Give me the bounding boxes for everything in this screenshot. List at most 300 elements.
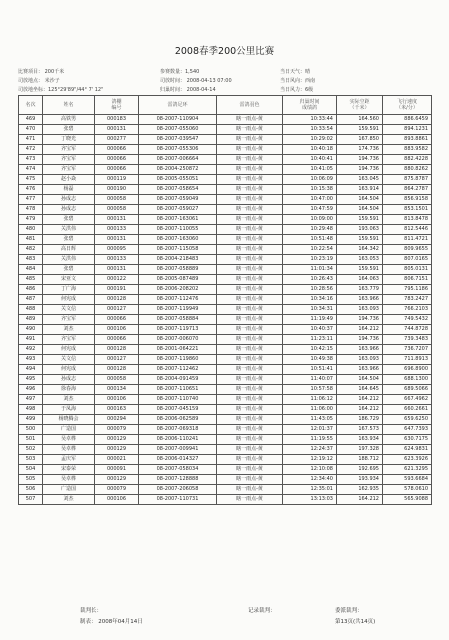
cell-loft-id: 000066	[95, 315, 139, 325]
column-header-return-time: 归巢时间 成绩鸽	[283, 96, 337, 115]
cell-loft-id: 000129	[95, 435, 139, 445]
cell-plumage: 瞎一雨点-黄	[217, 225, 283, 235]
table-row	[19, 365, 432, 375]
cell-distance: 163.966	[337, 345, 383, 355]
cell-name: 齐宝军	[43, 165, 95, 175]
cell-loft-id: 000091	[95, 465, 139, 475]
cell-ring-number: 08-2007-163061	[139, 215, 217, 225]
cell-speed: 688.1300	[383, 375, 432, 385]
table-row	[19, 435, 432, 445]
cell-return-time: 12:35:01	[283, 485, 337, 495]
cell-rank: 502	[19, 445, 43, 455]
cell-speed: 667.4962	[383, 395, 432, 405]
cell-speed: 883.9582	[383, 145, 432, 155]
cell-speed: 806.7151	[383, 275, 432, 285]
cell-rank: 500	[19, 425, 43, 435]
cell-return-time: 12:10:08	[283, 465, 337, 475]
cell-loft-id: 000021	[95, 455, 139, 465]
cell-name: 关洪伟	[43, 225, 95, 235]
cell-ring-number: 08-2006-062589	[139, 415, 217, 425]
column-header-plumage: 雷鸽羽色	[217, 96, 283, 115]
cell-name: 吴卓桦	[43, 435, 95, 445]
cell-plumage: 瞎一雨点-黄	[217, 335, 283, 345]
cell-distance: 197.328	[337, 445, 383, 455]
cell-speed: 593.6684	[383, 475, 432, 485]
cell-name: 广造国	[43, 425, 95, 435]
cell-rank: 491	[19, 335, 43, 345]
cell-plumage: 瞎一雨点-黄	[217, 295, 283, 305]
cell-rank: 473	[19, 155, 43, 165]
cell-ring-number: 08-2007-059027	[139, 205, 217, 215]
cell-distance: 186.729	[337, 415, 383, 425]
cell-rank: 506	[19, 485, 43, 495]
cell-name: 何宪成	[43, 345, 95, 355]
footer-page: 第13页(共14页)	[335, 619, 376, 625]
cell-loft-id: 000131	[95, 265, 139, 275]
cell-loft-id: 000095	[95, 245, 139, 255]
table-row	[19, 135, 432, 145]
cell-rank: 489	[19, 315, 43, 325]
cell-loft-id: 000131	[95, 235, 139, 245]
cell-ring-number: 08-2007-119713	[139, 325, 217, 335]
cell-plumage: 瞎一雨点-黄	[217, 315, 283, 325]
cell-plumage: 瞎一雨点-黄	[217, 175, 283, 185]
cell-name: 宋亚文	[43, 275, 95, 285]
cell-ring-number: 08-2007-058034	[139, 465, 217, 475]
cell-distance: 163.053	[337, 255, 383, 265]
cell-ring-number: 08-2007-069318	[139, 425, 217, 435]
cell-plumage: 瞎一雨点-黄	[217, 445, 283, 455]
cell-name: 刘杰	[43, 495, 95, 505]
cell-name: 吴卓桦	[43, 475, 95, 485]
cell-distance: 193.063	[337, 225, 383, 235]
cell-return-time: 10:22:54	[283, 245, 337, 255]
cell-distance: 164.504	[337, 375, 383, 385]
cell-distance: 164.560	[337, 115, 383, 125]
cell-distance: 163.914	[337, 185, 383, 195]
cell-rank: 477	[19, 195, 43, 205]
cell-rank: 484	[19, 265, 43, 275]
cell-loft-id: 000106	[95, 325, 139, 335]
table-row	[19, 205, 432, 215]
table-row	[19, 155, 432, 165]
cell-speed: 689.5066	[383, 385, 432, 395]
cell-name: 赵小焱	[43, 175, 95, 185]
cell-plumage: 瞎一雨点-黄	[217, 375, 283, 385]
table-row	[19, 325, 432, 335]
table-row	[19, 405, 432, 415]
cell-loft-id: 000190	[95, 185, 139, 195]
cell-loft-id: 000191	[95, 285, 139, 295]
cell-plumage: 瞎一雨点-黄	[217, 145, 283, 155]
cell-name: 于凤海	[43, 405, 95, 415]
cell-distance: 159.591	[337, 235, 383, 245]
cell-speed: 621.3295	[383, 465, 432, 475]
cell-ring-number: 08-2007-055306	[139, 145, 217, 155]
cell-return-time: 13:13:03	[283, 495, 337, 505]
cell-loft-id: 000127	[95, 305, 139, 315]
cell-return-time: 10:41:05	[283, 165, 337, 175]
cell-distance: 159.591	[337, 265, 383, 275]
table-row	[19, 315, 432, 325]
cell-name: 关文信	[43, 305, 95, 315]
cell-rank: 480	[19, 225, 43, 235]
cell-rank: 476	[19, 185, 43, 195]
cell-loft-id: 000066	[95, 165, 139, 175]
cell-name: 张碧	[43, 215, 95, 225]
cell-loft-id: 000119	[95, 175, 139, 185]
table-row	[19, 395, 432, 405]
cell-name: 广造国	[43, 485, 95, 495]
cell-rank: 470	[19, 125, 43, 135]
cell-rank: 505	[19, 475, 43, 485]
cell-speed: 696.8900	[383, 365, 432, 375]
info-wind-force: 当日风力：6级	[280, 87, 314, 93]
cell-loft-id: 000129	[95, 475, 139, 485]
cell-loft-id: 000133	[95, 255, 139, 265]
cell-name: 张碧	[43, 265, 95, 275]
cell-distance: 164.212	[337, 495, 383, 505]
cell-distance: 192.695	[337, 465, 383, 475]
cell-distance: 163.779	[337, 285, 383, 295]
cell-ring-number: 08-2007-009941	[139, 445, 217, 455]
cell-name: 高日辉	[43, 245, 95, 255]
cell-speed: 853.1501	[383, 205, 432, 215]
cell-rank: 472	[19, 145, 43, 155]
cell-loft-id: 000066	[95, 145, 139, 155]
cell-return-time: 10:51:48	[283, 235, 337, 245]
table-row	[19, 455, 432, 465]
info-return-date: 归巢时间： 2008-04-14	[160, 87, 216, 93]
table-row	[19, 125, 432, 135]
cell-ring-number: 08-2007-058654	[139, 185, 217, 195]
cell-return-time: 10:09:00	[283, 215, 337, 225]
cell-name: 丁广海	[43, 285, 95, 295]
cell-plumage: 瞎一雨点-黄	[217, 465, 283, 475]
cell-name: 关文信	[43, 355, 95, 365]
cell-distance: 159.591	[337, 215, 383, 225]
cell-rank: 493	[19, 355, 43, 365]
cell-plumage: 瞎一雨点-黄	[217, 185, 283, 195]
cell-plumage: 瞎一雨点-黄	[217, 395, 283, 405]
table-row	[19, 185, 432, 195]
cell-ring-number: 08-2006-014327	[139, 455, 217, 465]
cell-speed: 894.1231	[383, 125, 432, 135]
info-event: 比赛项目： 200千米	[18, 69, 65, 75]
info-release-coords: 司放地坐标：125°29'89"/44° 7' 12"	[18, 87, 104, 93]
cell-distance: 194.736	[337, 165, 383, 175]
cell-name: 徐春海	[43, 385, 95, 395]
cell-plumage: 瞎一雨点-黄	[217, 425, 283, 435]
cell-distance: 188.712	[337, 455, 383, 465]
cell-ring-number: 08-2007-110651	[139, 385, 217, 395]
cell-rank: 494	[19, 365, 43, 375]
cell-loft-id: 000066	[95, 335, 139, 345]
cell-rank: 496	[19, 385, 43, 395]
cell-return-time: 10:33:44	[283, 115, 337, 125]
cell-plumage: 瞎一雨点-黄	[217, 115, 283, 125]
cell-loft-id: 000163	[95, 405, 139, 415]
cell-ring-number: 08-2007-058889	[139, 265, 217, 275]
cell-loft-id: 000079	[95, 425, 139, 435]
cell-ring-number: 08-2007-059049	[139, 195, 217, 205]
cell-rank: 492	[19, 345, 43, 355]
table-row	[19, 345, 432, 355]
footer-made-by: 制表： 2008年04月14日	[80, 619, 143, 625]
cell-loft-id: 000131	[95, 215, 139, 225]
cell-loft-id: 000079	[95, 485, 139, 495]
cell-plumage: 瞎一雨点-黄	[217, 125, 283, 135]
cell-speed: 856.9158	[383, 195, 432, 205]
info-entries: 参赛数量：1,540	[160, 69, 200, 75]
cell-ring-number: 08-2007-039547	[139, 135, 217, 145]
cell-plumage: 瞎一雨点-黄	[217, 305, 283, 315]
table-row	[19, 215, 432, 225]
footer-judge: 裁判长：	[80, 608, 103, 614]
cell-name: 何宪成	[43, 295, 95, 305]
cell-distance: 163.093	[337, 355, 383, 365]
cell-distance: 164.212	[337, 405, 383, 415]
cell-speed: 893.8861	[383, 135, 432, 145]
table-header-row	[19, 96, 432, 115]
table-row	[19, 305, 432, 315]
cell-distance: 167.850	[337, 135, 383, 145]
table-row	[19, 245, 432, 255]
column-header-name: 姓名	[43, 96, 95, 115]
cell-plumage: 瞎一雨点-黄	[217, 495, 283, 505]
cell-name: 高铁男	[43, 115, 95, 125]
cell-plumage: 瞎一雨点-黄	[217, 275, 283, 285]
cell-plumage: 瞎一雨点-黄	[217, 215, 283, 225]
cell-plumage: 瞎一雨点-黄	[217, 405, 283, 415]
cell-loft-id: 000058	[95, 375, 139, 385]
cell-loft-id: 000131	[95, 125, 139, 135]
table-row	[19, 285, 432, 295]
cell-rank: 474	[19, 165, 43, 175]
cell-loft-id: 000134	[95, 385, 139, 395]
cell-distance: 163.093	[337, 305, 383, 315]
cell-rank: 481	[19, 235, 43, 245]
cell-plumage: 瞎一雨点-黄	[217, 135, 283, 145]
cell-plumage: 瞎一雨点-黄	[217, 365, 283, 375]
cell-return-time: 10:29:48	[283, 225, 337, 235]
cell-name: 齐宝军	[43, 335, 95, 345]
cell-distance: 162.935	[337, 485, 383, 495]
cell-ring-number: 08-2007-045159	[139, 405, 217, 415]
cell-loft-id: 000066	[95, 155, 139, 165]
cell-loft-id: 000294	[95, 415, 139, 425]
cell-plumage: 瞎一雨点-黄	[217, 235, 283, 245]
cell-return-time: 10:47:00	[283, 195, 337, 205]
cell-loft-id: 000183	[95, 115, 139, 125]
cell-distance: 164.342	[337, 245, 383, 255]
cell-name: 齐宝军	[43, 145, 95, 155]
cell-rank: 503	[19, 455, 43, 465]
cell-return-time: 10:47:59	[283, 205, 337, 215]
cell-ring-number: 08-2006-208202	[139, 285, 217, 295]
cell-name: 吴卓桦	[43, 445, 95, 455]
table-row	[19, 195, 432, 205]
cell-return-time: 10:23:19	[283, 255, 337, 265]
info-weather: 当日天气：晴	[280, 69, 311, 75]
cell-return-time: 10:15:38	[283, 185, 337, 195]
cell-distance: 194.736	[337, 315, 383, 325]
table-row	[19, 115, 432, 125]
table-row	[19, 375, 432, 385]
cell-rank: 479	[19, 215, 43, 225]
cell-rank: 498	[19, 405, 43, 415]
cell-return-time: 10:40:18	[283, 145, 337, 155]
cell-plumage: 瞎一雨点-黄	[217, 455, 283, 465]
cell-distance: 163.045	[337, 175, 383, 185]
table-row	[19, 255, 432, 265]
footer-committee: 委派裁判：	[335, 608, 363, 614]
cell-name: 孙成志	[43, 205, 95, 215]
cell-return-time: 11:06:00	[283, 405, 337, 415]
table-row	[19, 175, 432, 185]
cell-ring-number: 08-2007-110904	[139, 115, 217, 125]
cell-rank: 478	[19, 205, 43, 215]
cell-rank: 501	[19, 435, 43, 445]
cell-return-time: 10:57:58	[283, 385, 337, 395]
cell-return-time: 12:19:12	[283, 455, 337, 465]
cell-speed: 711.8913	[383, 355, 432, 365]
table-row	[19, 385, 432, 395]
cell-loft-id: 000129	[95, 445, 139, 455]
column-header-speed: 飞行速度 （米/分）	[383, 96, 432, 115]
cell-ring-number: 08-2007-006070	[139, 335, 217, 345]
cell-speed: 886.6459	[383, 115, 432, 125]
table-row	[19, 225, 432, 235]
cell-rank: 471	[19, 135, 43, 145]
cell-speed: 578.0610	[383, 485, 432, 495]
cell-plumage: 瞎一雨点-黄	[217, 325, 283, 335]
cell-name: 杨晓腾会	[43, 415, 95, 425]
cell-distance: 163.934	[337, 435, 383, 445]
table-row	[19, 145, 432, 155]
table-row	[19, 265, 432, 275]
table-row	[19, 335, 432, 345]
cell-distance: 163.966	[337, 295, 383, 305]
cell-ring-number: 08-2007-058884	[139, 315, 217, 325]
cell-rank: 469	[19, 115, 43, 125]
cell-plumage: 瞎一雨点-黄	[217, 345, 283, 355]
cell-distance: 164.645	[337, 385, 383, 395]
cell-distance: 194.736	[337, 155, 383, 165]
cell-return-time: 11:06:12	[283, 395, 337, 405]
cell-name: 刘杰	[43, 395, 95, 405]
cell-speed: 659.6250	[383, 415, 432, 425]
cell-return-time: 12:24:37	[283, 445, 337, 455]
cell-return-time: 12:34:40	[283, 475, 337, 485]
cell-loft-id: 000058	[95, 195, 139, 205]
cell-speed: 795.1186	[383, 285, 432, 295]
cell-plumage: 瞎一雨点-黄	[217, 155, 283, 165]
cell-distance: 167.573	[337, 425, 383, 435]
cell-speed: 749.5432	[383, 315, 432, 325]
cell-loft-id: 000128	[95, 295, 139, 305]
table-row	[19, 425, 432, 435]
table-body	[19, 115, 432, 505]
table-row	[19, 465, 432, 475]
cell-ring-number: 08-2007-110731	[139, 495, 217, 505]
cell-plumage: 瞎一雨点-黄	[217, 245, 283, 255]
cell-rank: 475	[19, 175, 43, 185]
cell-plumage: 瞎一雨点-黄	[217, 265, 283, 275]
cell-name: 齐宝军	[43, 315, 95, 325]
cell-return-time: 11:23:11	[283, 335, 337, 345]
cell-plumage: 瞎一雨点-黄	[217, 205, 283, 215]
cell-rank: 483	[19, 255, 43, 265]
cell-plumage: 瞎一雨点-黄	[217, 385, 283, 395]
cell-ring-number: 08-2007-119949	[139, 305, 217, 315]
cell-name: 宋泰荣	[43, 465, 95, 475]
cell-loft-id: 000106	[95, 395, 139, 405]
cell-return-time: 10:26:43	[283, 275, 337, 285]
cell-return-time: 11:19:55	[283, 435, 337, 445]
cell-speed: 736.7207	[383, 345, 432, 355]
cell-name: 孙成志	[43, 195, 95, 205]
cell-return-time: 10:34:31	[283, 305, 337, 315]
info-release-time: 司放时间： 2008-04-13 07:00	[160, 78, 232, 84]
cell-ring-number: 08-2007-112476	[139, 295, 217, 305]
cell-speed: 783.2427	[383, 295, 432, 305]
cell-loft-id: 000128	[95, 365, 139, 375]
cell-return-time: 10:29:02	[283, 135, 337, 145]
cell-loft-id: 000133	[95, 225, 139, 235]
column-header-ring-number: 雷鸽足环	[139, 96, 217, 115]
cell-loft-id: 000106	[95, 495, 139, 505]
cell-return-time: 11:19:49	[283, 315, 337, 325]
cell-distance: 174.736	[337, 145, 383, 155]
cell-speed: 864.2787	[383, 185, 432, 195]
table-row	[19, 355, 432, 365]
table-row	[19, 445, 432, 455]
cell-ring-number: 08-2007-119860	[139, 355, 217, 365]
footer-recorder: 记录裁判：	[248, 608, 276, 614]
cell-return-time: 12:01:37	[283, 425, 337, 435]
cell-ring-number: 08-2004-091459	[139, 375, 217, 385]
cell-loft-id: 000128	[95, 345, 139, 355]
cell-rank: 497	[19, 395, 43, 405]
page-title: 2008春季200公里比赛	[174, 46, 275, 57]
cell-rank: 499	[19, 415, 43, 425]
cell-speed: 809.9655	[383, 245, 432, 255]
cell-plumage: 瞎一雨点-黄	[217, 165, 283, 175]
cell-distance: 164.504	[337, 195, 383, 205]
cell-name: 孟庆军	[43, 455, 95, 465]
cell-plumage: 瞎一雨点-黄	[217, 435, 283, 445]
table-row	[19, 165, 432, 175]
cell-rank: 490	[19, 325, 43, 335]
table-row	[19, 235, 432, 245]
cell-ring-number: 08-2005-087489	[139, 275, 217, 285]
cell-ring-number: 08-2007-163060	[139, 235, 217, 245]
cell-return-time: 10:40:37	[283, 325, 337, 335]
cell-ring-number: 08-2006-110241	[139, 435, 217, 445]
cell-return-time: 11:01:34	[283, 265, 337, 275]
cell-ring-number: 08-2007-115058	[139, 245, 217, 255]
cell-distance: 164.504	[337, 205, 383, 215]
cell-distance: 164.063	[337, 275, 383, 285]
cell-return-time: 10:49:38	[283, 355, 337, 365]
cell-rank: 485	[19, 275, 43, 285]
cell-ring-number: 08-2007-112462	[139, 365, 217, 375]
cell-return-time: 10:28:56	[283, 285, 337, 295]
cell-loft-id: 000127	[95, 355, 139, 365]
cell-plumage: 瞎一雨点-黄	[217, 195, 283, 205]
cell-name: 齐宝军	[43, 155, 95, 165]
